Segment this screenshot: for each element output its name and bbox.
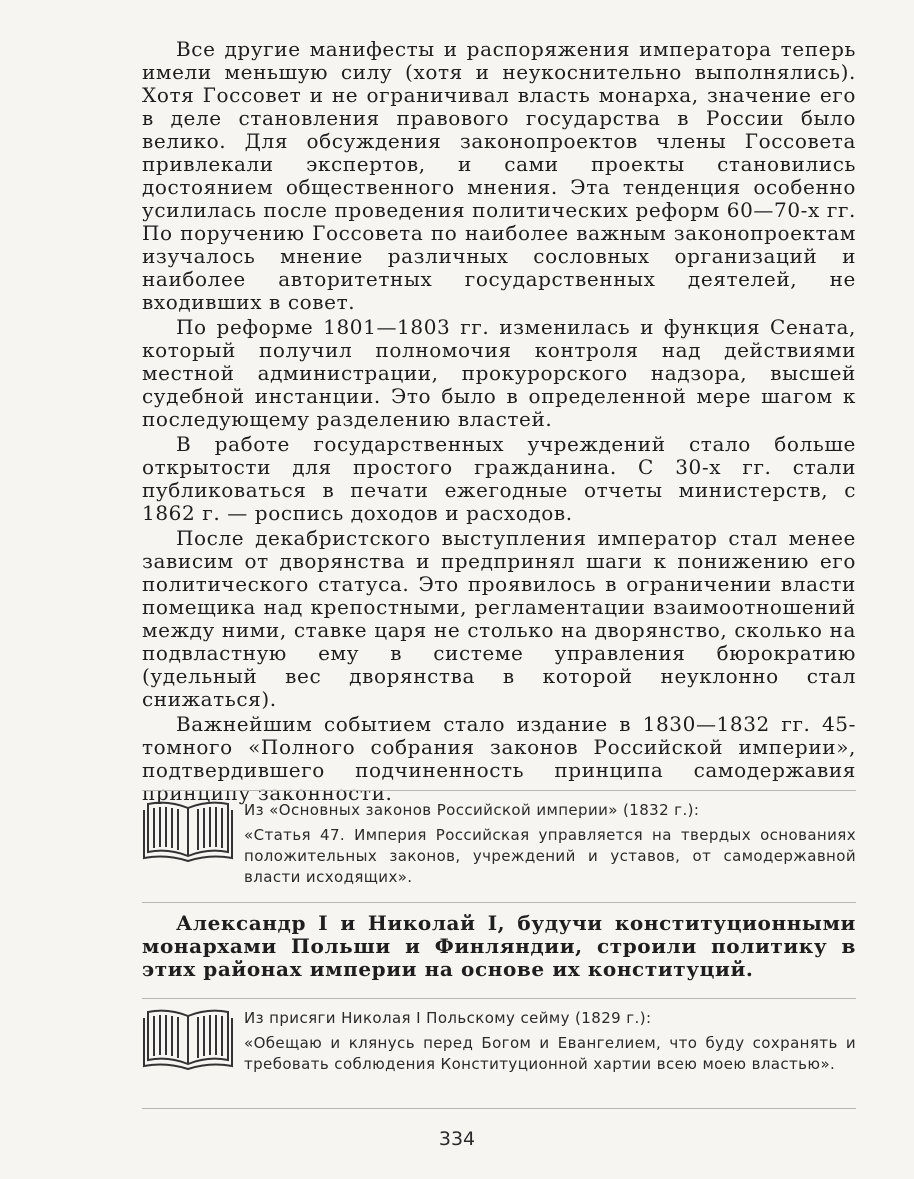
paragraph-1: Все другие манифесты и распоряжения императора теперь имели меньшую силу (хотя и неукоснительно выполнялись). Хотя Госсовет и не ограничивал власть монарха, значение его в деле становления правового государства в России было велико. Для обсуждения законопроектов члены Госсовета привлекали экспертов, и сами проекты становились достоянием общественного мнения. Эта тенденция особенно усилилась после проведения политических реформ 60—70-х гг. По поручению Госсовета по наиболее важным законопроектам изучалось мнение различных сословных организаций и наиболее авторитетных государственных деятелей, не входивших в совет.: [142, 37, 856, 314]
quote-source: Из «Основных законов Российской империи» (1832 г.):: [244, 801, 700, 819]
paragraph-3: В работе государственных учреждений стало больше открытости для простого гражданина. С 30-х гг. стали публиковаться в печати ежегодные отчеты министерств, с 1862 г. — роспись доходов и расходов.: [142, 432, 856, 525]
bold-paragraph: Александр I и Николай I, будучи конституционными монархами Польши и Финляндии, строили политику в этих районах империи на основе их конституций.: [142, 911, 856, 981]
open-book-icon: [142, 800, 234, 862]
paragraph-5: Важнейшим событием стало издание в 1830—1832 гг. 45-томного «Полного собрания законов Российской империи», подтвердившего подчиненность принципа самодержавия принципу законности.: [142, 712, 856, 805]
paragraph-2: По реформе 1801—1803 гг. изменилась и функция Сената, который получил полномочия контроля над действиями местной администрации, прокурорского надзора, высшей судебной инстанции. Это было в определенной мере шагом к последующему разделению властей.: [142, 315, 856, 431]
quote-source: Из присяги Николая I Польскому сейму (1829 г.):: [244, 1009, 652, 1027]
paragraph-4: После декабристского выступления император стал менее зависим от дворянства и предпринял шаги к понижению его политического статуса. Это проявилось в ограничении власти помещика над крепостными, регламентации взаимоотношений между ними, ставке царя не столько на дворянство, сколько на подвластную ему в системе управления бюрократию (удельный вес дворянства в которой неуклонно стал снижаться).: [142, 526, 856, 711]
divider: [142, 998, 856, 999]
divider: [142, 790, 856, 791]
divider: [142, 1108, 856, 1109]
page-number: 334: [438, 1128, 476, 1150]
divider: [142, 902, 856, 903]
quote-body: «Обещаю и клянусь перед Богом и Евангелием, что буду сохранять и требовать соблюдения Конституционной хартии всею моею властью».: [244, 1034, 856, 1073]
open-book-icon: [142, 1008, 234, 1070]
quote-body: «Статья 47. Империя Российская управляется на твердых основаниях положительных законов, учреждений и уставов, от самодержавной власти исходящих».: [244, 826, 856, 886]
main-text: [142, 38, 856, 805]
